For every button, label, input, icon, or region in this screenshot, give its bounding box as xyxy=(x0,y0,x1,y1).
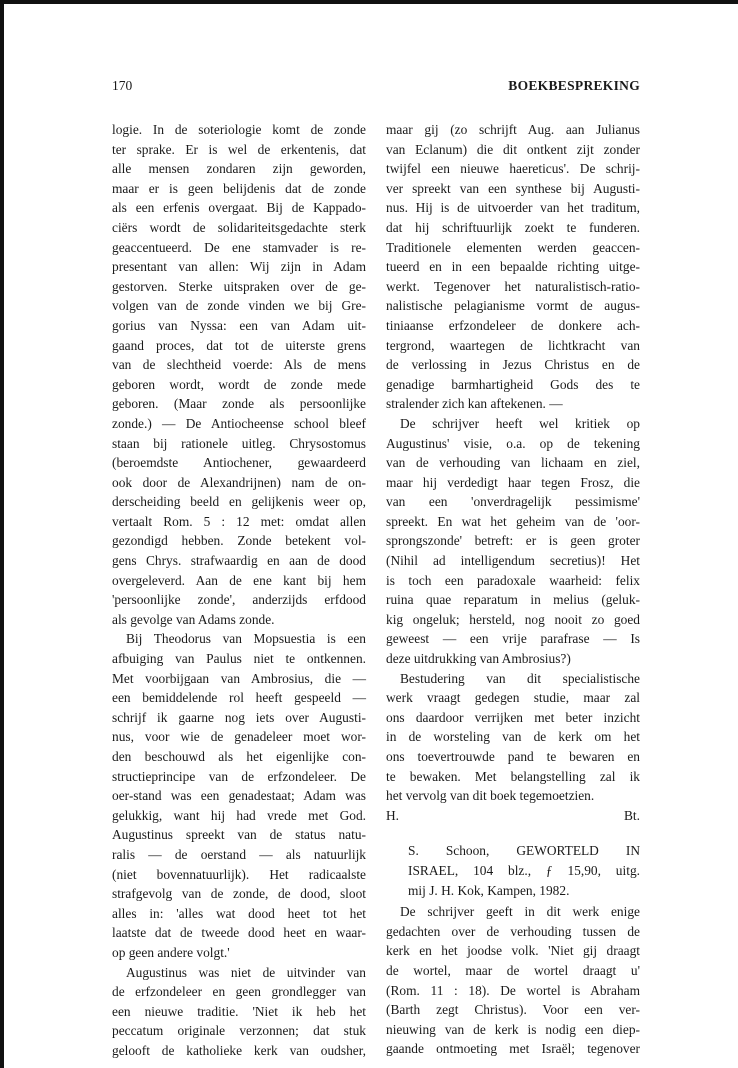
text-line: ons daardoor verrijken met beter inzicht xyxy=(386,709,640,725)
text-line: gelukkig, want hij had vrede met God. xyxy=(112,807,366,823)
text-line: structieprincipe van de erfzondeleer. De xyxy=(112,768,366,784)
text-line: kig ongeluk; hersteld, nog nooit zo goed xyxy=(386,611,640,627)
text-line: laatste dat de tweede dood heet en waar- xyxy=(112,925,366,941)
text-line: De schrijver geeft in dit werk enige xyxy=(400,904,640,920)
text-line: peccatum originale verzonnen; dat stuk xyxy=(112,1023,366,1039)
text-line: op geen andere volgt.' xyxy=(112,944,230,960)
text-line: tueerd en in een bepaalde richting uitge- xyxy=(386,259,640,275)
text-line: oer-stand was een genadestaat; Adam was xyxy=(112,788,366,804)
text-line: spreekt. En wat het geheim van de 'oor- xyxy=(386,513,640,529)
right-column xyxy=(386,120,640,1059)
text-line: tergrond, waartegen de lichtkracht van xyxy=(386,337,640,353)
paragraph xyxy=(386,414,640,669)
book-reference xyxy=(386,841,640,900)
signature-initial: H. xyxy=(386,807,400,823)
text-line: van de slechtheid voerde: Als de mens xyxy=(112,357,366,373)
text-line: een bemiddelende rol heeft gespeeld — xyxy=(112,690,366,706)
text-line: Bestudering van dit specialistische xyxy=(400,670,640,686)
text-line: als gevolge van Adams zonde. xyxy=(112,611,275,627)
text-line: zonde.) — De Antiocheense school bleef xyxy=(112,415,366,431)
text-line: (niet bovennatuurlijk). Het radicaalste xyxy=(112,866,366,882)
text-line: Met voorbijgaan van Ambrosius, die — xyxy=(112,670,366,686)
text-line: geweest — een vrije parafrase — Is xyxy=(386,631,640,647)
text-line: Augustinus spreekt van de status natu- xyxy=(112,827,366,843)
text-line: overgeleverd. Aan de ene kant bij hem xyxy=(112,572,366,588)
text-line: twijfel een nieuwe haereticus'. De schrij- xyxy=(386,161,640,177)
text-line: alles in: 'alles wat dood heet tot het xyxy=(112,905,366,921)
text-line: logie. In de soteriologie komt de zonde xyxy=(112,122,366,137)
book-reference-line: S. Schoon, GEWORTELD IN xyxy=(408,843,640,859)
text-line: gens Chrys. strafwaardig en aan de dood xyxy=(112,553,366,569)
paragraph xyxy=(386,120,640,414)
text-line: (Rom. 11 : 18). De wortel is Abraham xyxy=(386,982,640,998)
text-line: strafgevolg van de zonde, de dood, sloot xyxy=(112,886,366,902)
text-line: ter sprake. Er is wel de erkentenis, dat xyxy=(112,141,366,157)
text-line: gorius van Nyssa: een van Adam uit- xyxy=(112,317,366,333)
text-line: deze uitdrukking van Ambrosius?) xyxy=(386,651,571,667)
text-line: ruina quae reparatum in melius (geluk- xyxy=(386,592,640,608)
text-line: werk vraagt gedegen studie, maar zal xyxy=(386,690,640,706)
text-line: nus, voor wie de genadeleer moet wor- xyxy=(112,729,366,745)
text-line: ralis — de oerstand — als natuurlijk xyxy=(112,846,366,862)
text-line: nalistische pelagianisme vormt de augus- xyxy=(386,298,640,314)
signature-name: Bt. xyxy=(624,807,640,823)
text-line: van de verhouding van lichaam en ziel, xyxy=(386,455,640,471)
text-line: gezondigd hebben. Zonde betekent vol- xyxy=(112,533,366,549)
text-line: van Eclanum) die dit ontkent zijt zonder xyxy=(386,141,640,157)
text-line: gaande ontmoeting met Israël; tegenover xyxy=(386,1041,640,1057)
text-line: vertaalt Rom. 5 : 12 met: omdat allen xyxy=(112,513,366,529)
page-header xyxy=(112,78,640,98)
text-line: geboren wordt, wordt de zonde mede xyxy=(112,376,366,392)
text-line: (beroemdste Antiochener, gewaardeerd xyxy=(112,455,366,471)
text-line: derscheiding beeld en gelijkenis weer op, xyxy=(112,494,366,510)
left-column xyxy=(112,120,366,1061)
text-line: de wortel, maar de wortel draagt u' xyxy=(386,962,640,978)
text-line: het vervolg van dit boek tegemoetzien. xyxy=(386,788,595,804)
text-line: Augustinus' visie, o.a. op de tekening xyxy=(386,435,640,451)
text-line: te bewaken. Met belangstelling zal ik xyxy=(386,768,640,784)
text-line: stralender zich kan aftekenen. — xyxy=(386,396,563,412)
text-line: geboren. (Maar zonde als persoonlijke xyxy=(112,396,366,412)
text-line: nus. Hij is de uitvoerder van het traditum, xyxy=(386,200,640,216)
text-line: Augustinus was niet de uitvinder van xyxy=(126,964,366,980)
text-line: de erfzondeleer en geen grondlegger van xyxy=(112,984,366,1000)
book-reference-line: ISRAEL, 104 blz., ƒ 15,90, uitg. xyxy=(408,862,640,878)
text-line: ook door de Alexandrijnen) nam de on- xyxy=(112,474,366,490)
text-line: tiniaanse erfzondeleer de donkere ach- xyxy=(386,317,640,333)
text-line: gelooft de katholieke kerk van oudsher, xyxy=(112,1042,366,1058)
scan-edge-left xyxy=(0,0,4,1068)
paragraph xyxy=(112,963,366,1061)
text-line: ons toevertrouwde pand te bewaren en xyxy=(386,749,640,764)
text-line: afbuiging van Paulus niet te ontkennen. xyxy=(112,651,366,667)
text-line: in de worsteling van de kerk om het xyxy=(386,729,640,745)
paragraph xyxy=(112,120,366,629)
running-head: BOEKBESPREKING xyxy=(508,78,640,93)
text-line: van een 'onverdragelijk pessimisme' xyxy=(386,494,640,510)
text-line: (Barth zegt Christus). Voor een ver- xyxy=(386,1002,640,1018)
text-line: gedachten over de verhouding tussen de xyxy=(386,923,640,939)
text-line: maar er is geen belijdenis dat de zonde xyxy=(112,180,366,196)
text-line: den beschouwd als het eigenlijke con- xyxy=(112,749,366,764)
text-line: presentant van allen: Wij zijn in Adam xyxy=(112,259,366,275)
text-line: Bij Theodorus van Mopsuestia is een xyxy=(126,631,366,647)
text-line: als een erfenis overgaat. Bij de Kappado- xyxy=(112,200,366,216)
text-line: alle mensen zondaren zijn geworden, xyxy=(112,161,366,177)
text-line: 'persoonlijke zonde', anderzijds erfdood xyxy=(112,592,366,608)
text-line: een nieuwe traditie. 'Niet ik heb het xyxy=(112,1003,366,1019)
text-line: Traditionele elementen werden geaccen- xyxy=(386,239,640,255)
text-line: (Nihil ad intelligendum secretius)! Het xyxy=(386,553,640,569)
text-line: sprongszonde' betreft: er is geen groter xyxy=(386,533,640,549)
text-line: genadige barmhartigheid Gods des te xyxy=(386,376,640,392)
paragraph xyxy=(112,629,366,962)
text-line: ciërs wordt de solidariteitsgedachte sterk xyxy=(112,219,366,235)
text-line: maar hij verdedigt haar tegen Frosz, die xyxy=(386,474,640,490)
book-reference-line: mij J. H. Kok, Kampen, 1982. xyxy=(408,882,570,898)
paragraph xyxy=(386,669,640,806)
text-line: maar gij (zo schrijft Aug. aan Julianus xyxy=(386,122,640,137)
scan-edge-top xyxy=(0,0,738,4)
text-line: is toch een paradoxale waarheid: felix xyxy=(386,572,640,588)
review-signature xyxy=(386,806,640,826)
text-line: de verlossing in Jezus Christus en de xyxy=(386,357,640,373)
paragraph xyxy=(386,902,640,1059)
text-line: staan bij rationele uitleg. Chrysostomus xyxy=(112,435,366,451)
text-line: werkt. Tegenover het naturalistisch-ratio- xyxy=(386,278,640,294)
text-line: nieuwing van de kerk is nodig een diep- xyxy=(386,1021,640,1037)
text-line: schrijf ik gaarne nog iets over Augusti- xyxy=(112,709,366,725)
text-line: kerk en het joodse volk. 'Niet gij draagt xyxy=(386,943,640,959)
text-line: gestorven. Sterke uitspraken over de ge- xyxy=(112,278,366,294)
page-number: 170 xyxy=(112,78,133,93)
text-line: volgen van de zonde vinden we bij Gre- xyxy=(112,298,366,314)
text-line: ver spreekt van een synthese bij Augusti- xyxy=(386,180,640,196)
text-line: geaccentueerd. De ene stamvader is re- xyxy=(112,239,366,255)
text-line: De schrijver heeft wel kritiek op xyxy=(400,415,640,431)
text-line: gaand proces, dat tot de uiterste grens xyxy=(112,337,366,353)
text-line: dat hij schriftuurlijk zoekt te funderen. xyxy=(386,219,640,235)
